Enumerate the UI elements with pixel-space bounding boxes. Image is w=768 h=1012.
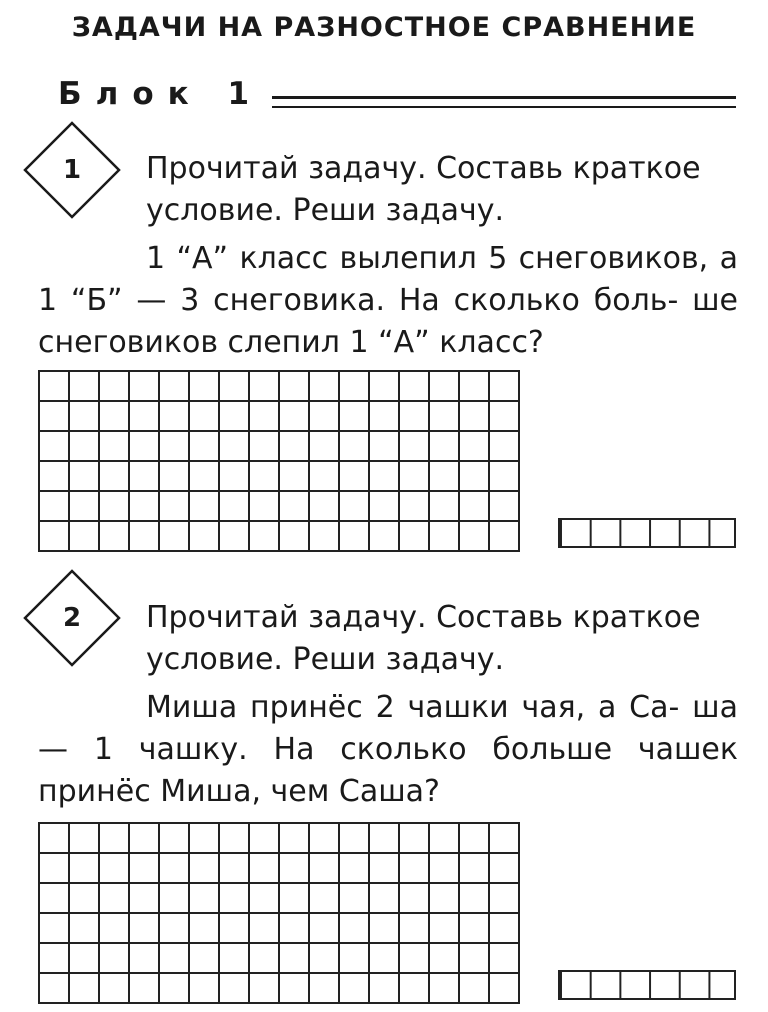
task-1-problem-text: 1 “А” класс вылепил 5 снеговиков, а 1 “Б” — 3 снеговика. На сколько боль- ше снеговиков слепил 1 “А” класс?: [38, 241, 738, 360]
task-2-work-grid[interactable]: [38, 822, 520, 1004]
block-divider: [272, 96, 736, 108]
task-1-instruction: Прочитай задачу. Составь краткое условие. Реши задачу.: [146, 151, 701, 228]
task-2-answer-boxes[interactable]: [558, 970, 736, 1000]
task-2-instruction: Прочитай задачу. Составь краткое условие. Реши задачу.: [146, 600, 701, 677]
page-title: ЗАДАЧИ НА РАЗНОСТНОЕ СРАВНЕНИЕ: [71, 12, 697, 43]
task-2-number: 2: [62, 603, 82, 633]
task-1-number-badge: [22, 120, 122, 220]
task-1-work-grid[interactable]: [38, 370, 520, 552]
block-title: Блок 1: [58, 76, 264, 112]
task-1-number: 1: [62, 155, 82, 185]
task-1-answer-boxes[interactable]: [558, 518, 736, 548]
task-2-problem-text: Миша принёс 2 чашки чая, а Са- ша — 1 чашку. На сколько больше чашек принёс Миша, чем Саша?: [38, 690, 738, 809]
task-2-number-badge: [22, 568, 122, 668]
